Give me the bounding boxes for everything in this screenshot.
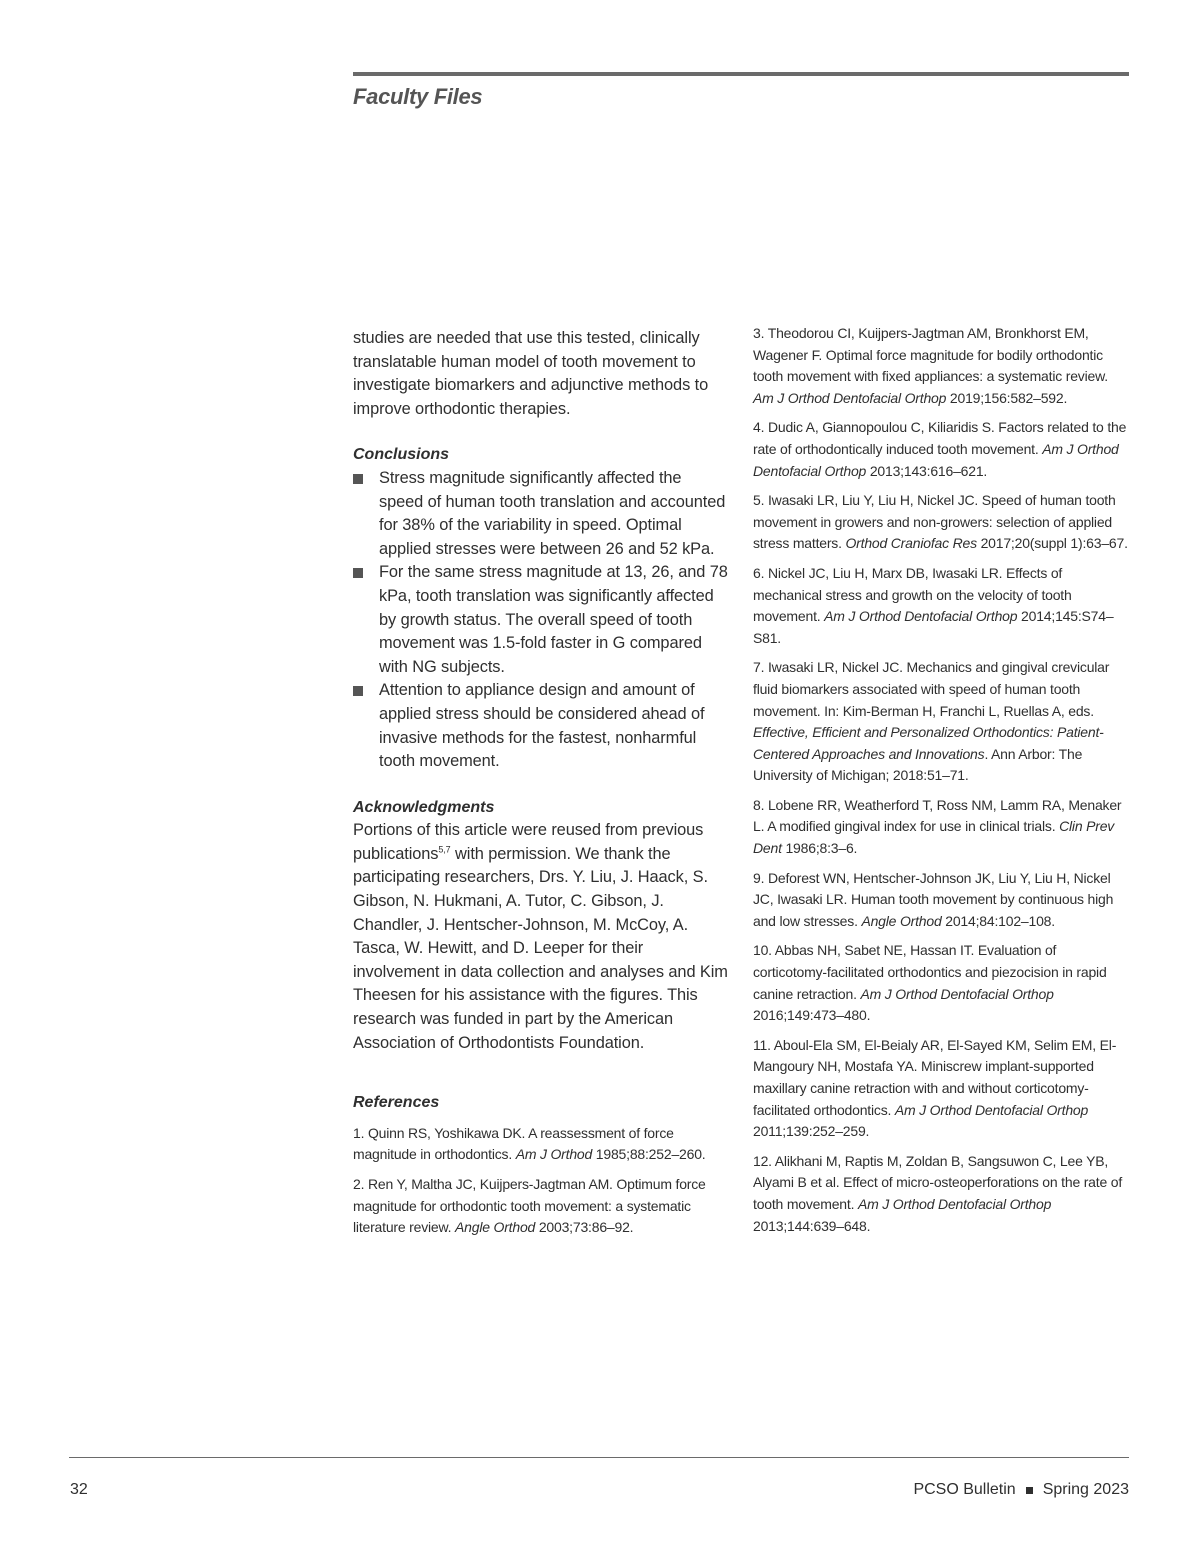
references-list-left	[353, 1123, 729, 1239]
intro-paragraph: studies are needed that use this tested, clinically translatable human model of tooth movement to investigate biomarkers and adjunctive methods to improve orthodontic therapies.	[353, 329, 709, 418]
journal-title: Effective, Efficient and Personalized Orthodontics: Patient-Centered Approaches and Innovations	[753, 724, 1104, 762]
publication-name: PCSO Bulletin	[913, 1481, 1016, 1498]
bullet-square-icon	[353, 686, 363, 696]
reference-item: 10. Abbas NH, Sabet NE, Hassan IT. Evaluation of corticotomy-facilitated orthodontics and piezocision in rapid canine retraction. Am J Orthod Dentofacial Orthop 2016;149:473–480.	[753, 942, 1107, 1024]
issue-label: Spring 2023	[1042, 1481, 1129, 1498]
journal-title: Orthod Craniofac Res	[845, 535, 977, 552]
journal-title: Am J Orthod Dentofacial Orthop	[860, 985, 1054, 1002]
conclusion-item: Attention to appliance design and amount of applied stress should be considered ahead of invasive methods for the fastest, nonharmful tooth movement.	[353, 679, 729, 773]
reference-item: 3. Theodorou CI, Kuijpers-Jagtman AM, Bronkhorst EM, Wagener F. Optimal force magnitude for bodily orthodontic tooth movement with fixed appliances: a systematic review. Am J Orthod Dentofacial Orthop 2019;156:582–592.	[753, 325, 1108, 406]
conclusions-list	[353, 467, 729, 774]
references-heading: References	[353, 1094, 440, 1112]
journal-title: Angle Orthod	[861, 912, 942, 929]
left-column	[353, 327, 729, 1247]
page-number: 32	[70, 1481, 88, 1498]
conclusion-item: Stress magnitude significantly affected the speed of human tooth translation and accounted for 38% of the variability in speed. Optimal applied stresses were between 26 and 52 kPa.	[353, 467, 729, 561]
footer-rule	[69, 1457, 1129, 1458]
right-column	[753, 323, 1131, 1245]
reference-item: 7. Iwasaki LR, Nickel JC. Mechanics and gingival crevicular fluid biomarkers associated with speed of human tooth movement. In: Kim-Berman H, Franchi L, Ruellas A, eds. Effective, Efficient and Personalized Orthodontics: Patient-Centered Approaches and Innovations. Ann Arbor: The University of Michigan; 2018:51–71.	[753, 659, 1110, 784]
section-title: Faculty Files	[353, 84, 483, 109]
journal-title: Am J Orthod	[515, 1146, 593, 1163]
reference-item: 11. Aboul-Ela SM, El-Beialy AR, El-Sayed KM, Selim EM, El-Mangoury NH, Mostafa YA. Miniscrew implant-supported maxillary canine retraction with and without corticotomy-facilitated orthodontics. Am J Orthod Dentofacial Orthop 2011;139:252–259.	[753, 1036, 1117, 1140]
journal-title: Am J Orthod Dentofacial Orthop	[894, 1101, 1089, 1118]
citation-superscript: 5,7	[438, 844, 451, 855]
bullet-square-icon	[353, 568, 363, 578]
reference-item: 6. Nickel JC, Liu H, Marx DB, Iwasaki LR. Effects of mechanical stress and growth on the velocity of tooth movement. Am J Orthod Dentofacial Orthop 2014;145:S74–S81.	[753, 564, 1114, 646]
reference-item: 9. Deforest WN, Hentscher-Johnson JK, Liu Y, Liu H, Nickel JC, Iwasaki LR. Human tooth movement by continuous high and low stresses. Angle Orthod 2014;84:102–108.	[753, 869, 1114, 929]
reference-item: 12. Alikhani M, Raptis M, Zoldan B, Sangsuwon C, Lee YB, Alyami B et al. Effect of micro-osteoperforations on the rate of tooth movement. Am J Orthod Dentofacial Orthop 2013;144:639–648.	[753, 1152, 1123, 1234]
journal-title: Am J Orthod Dentofacial Orthop	[753, 440, 1119, 479]
journal-title: Am J Orthod Dentofacial Orthop	[753, 389, 947, 406]
reference-item: 2. Ren Y, Maltha JC, Kuijpers-Jagtman AM. Optimum force magnitude for orthodontic tooth movement: a systematic literature review. Angle Orthod 2003;73:86–92.	[353, 1176, 706, 1236]
reference-item: 8. Lobene RR, Weatherford T, Ross NM, Lamm RA, Menaker L. A modified gingival index for use in clinical trials. Clin Prev Dent 1986;8:3–6.	[753, 796, 1122, 857]
journal-title: Clin Prev Dent	[753, 818, 1115, 857]
reference-item: 4. Dudic A, Giannopoulou C, Kiliaridis S. Factors related to the rate of orthodontically induced tooth movement. Am J Orthod Dentofacial Orthop 2013;143:616–621.	[753, 419, 1127, 479]
acknowledgments-heading: Acknowledgments	[353, 798, 495, 816]
journal-title: Am J Orthod Dentofacial Orthop	[857, 1195, 1052, 1212]
references-list-right	[753, 323, 1131, 1237]
conclusions-heading: Conclusions	[353, 446, 450, 464]
acknowledgments-text: Portions of this article were reused from previous publications$^{5,7}$ with permission. We thank the participating researchers, Drs. Y. Liu, J. Haack, S. Gibson, N. Hukmani, A. Tutor, C. Gibson, J. Chandler, J. Hentscher-Johnson, M. McCoy, A. Tasca, W. Hewitt, and D. Leeper for their involvement in data collection and analyses and Kim Theesen for his assistance with the figures. This research was funded in part by the American Association of Orthodontists Foundation.	[353, 821, 728, 1052]
reference-item: 5. Iwasaki LR, Liu Y, Liu H, Nickel JC. Speed of human tooth movement in growers and non-growers: selection of applied stress matters. Orthod Craniofac Res 2017;20(suppl 1):63–67.	[753, 492, 1128, 552]
separator-square-icon	[1026, 1487, 1033, 1494]
bullet-square-icon	[353, 474, 363, 484]
footer-publication	[913, 1481, 1129, 1499]
conclusion-item: For the same stress magnitude at 13, 26, and 78 kPa, tooth translation was significantly affected by growth status. The overall speed of tooth movement was 1.5-fold faster in G compared with NG subjects.	[353, 561, 729, 679]
journal-title: Am J Orthod Dentofacial Orthop	[824, 608, 1018, 625]
header-rule	[353, 72, 1129, 76]
journal-title: Angle Orthod	[455, 1219, 536, 1236]
reference-item: 1. Quinn RS, Yoshikawa DK. A reassessment of force magnitude in orthodontics. Am J Orthod 1985;88:252–260.	[353, 1124, 706, 1163]
